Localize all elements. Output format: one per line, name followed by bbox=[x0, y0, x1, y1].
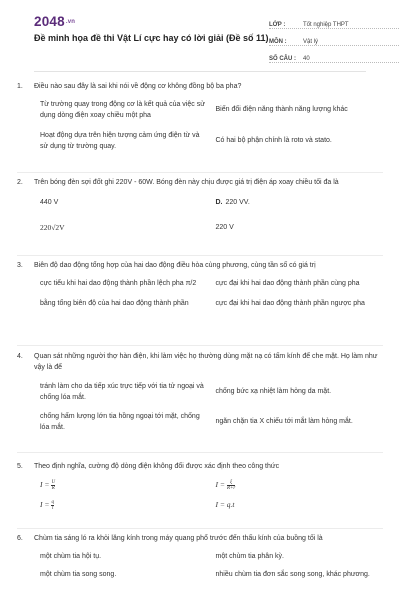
question-3 bbox=[17, 260, 383, 309]
answer-option-d[interactable]: cực đại khi hai dao động thành phần ngược pha bbox=[215, 299, 365, 307]
question-number: 6. bbox=[17, 535, 23, 542]
answer-option-b[interactable]: Biến đổi điện năng thành năng lượng khác bbox=[215, 106, 348, 114]
answer-options bbox=[40, 100, 383, 152]
answer-option-b[interactable]: cực đại khi hai dao động thành phần cùng pha bbox=[215, 280, 360, 287]
question-divider bbox=[17, 172, 383, 173]
option-text: 220 VV. bbox=[225, 199, 250, 206]
question-stem bbox=[17, 533, 383, 544]
answer-options bbox=[40, 279, 383, 309]
answer-option-d[interactable]: nhiều chùm tia đơn sắc song song, khác phương. bbox=[215, 570, 370, 578]
question-2 bbox=[17, 177, 383, 233]
question-1 bbox=[17, 81, 383, 152]
answer-option-a[interactable]: cực tiểu khi hai dao động thành phần lệch pha π/2 bbox=[40, 280, 197, 287]
question-stem bbox=[17, 81, 383, 92]
numerator: U bbox=[51, 480, 56, 485]
answer-option-d[interactable]: I = q.t bbox=[215, 500, 235, 510]
denominator: R+r bbox=[226, 486, 236, 491]
question-stem bbox=[17, 351, 383, 373]
brand-logo[interactable] bbox=[34, 14, 75, 29]
meta-value: Tốt nghiệp THPT bbox=[303, 22, 349, 28]
denominator: R bbox=[51, 486, 55, 491]
answer-option-a[interactable] bbox=[40, 480, 208, 491]
answer-option-b[interactable] bbox=[216, 480, 384, 491]
question-text: Điều nào sau đây là sai khi nói về động cơ không đồng bộ ba pha? bbox=[34, 83, 242, 90]
question-divider bbox=[17, 345, 383, 346]
question-number: 2. bbox=[17, 179, 23, 186]
answer-option-c[interactable] bbox=[40, 500, 208, 511]
answer-options bbox=[40, 552, 383, 580]
meta-key: LỚP : bbox=[269, 22, 286, 28]
answer-option-a[interactable]: Từ trường quay trong động cơ là kết quả của việc sử dụng dòng điện xoay chiều một pha bbox=[40, 101, 205, 119]
numerator: ξ bbox=[230, 480, 233, 485]
brand-name: 2048 bbox=[34, 14, 65, 29]
question-number: 1. bbox=[17, 83, 23, 90]
exam-meta bbox=[269, 14, 400, 65]
question-text: Biên độ dao động tổng hợp của hai dao động điều hòa cùng phương, cùng tần số có giá trị bbox=[34, 262, 316, 269]
answer-option-b[interactable]: một chùm tia phân kỳ. bbox=[215, 553, 284, 560]
answer-option-c[interactable]: một chùm tia song song. bbox=[40, 570, 117, 578]
question-number: 3. bbox=[17, 262, 23, 269]
answer-option-a[interactable]: 440 V bbox=[40, 199, 59, 206]
exam-header bbox=[17, 0, 383, 72]
question-5 bbox=[17, 461, 383, 511]
numerator: q bbox=[51, 500, 54, 505]
question-divider bbox=[17, 452, 383, 453]
answer-option-d[interactable]: 220 V bbox=[215, 223, 234, 231]
question-text: Trên bóng đèn sợi đốt ghi 220V - 60W. Bóng đèn này chịu được giá trị điện áp xoay chiều tối đa là bbox=[34, 179, 339, 186]
answer-options bbox=[40, 480, 383, 511]
denominator: t bbox=[51, 506, 54, 511]
question-text: Quan sát những người thợ hàn điện, khi làm việc họ thường dùng mặt nạ có tấm kính để che mặt. Họ làm như vậy là để bbox=[34, 353, 378, 371]
answer-option-c[interactable]: 220√2V bbox=[40, 222, 65, 232]
meta-row-class bbox=[269, 14, 400, 29]
answer-options bbox=[40, 198, 383, 233]
meta-key: SỐ CÂU : bbox=[269, 56, 296, 62]
answer-option-c[interactable]: chống hấm lượng lớn tia hồng ngoại tới mặt, chống lóa mắt. bbox=[40, 413, 200, 431]
answer-option-c[interactable]: bằng tổng biên độ của hai dao động thành phần bbox=[40, 299, 189, 307]
question-divider bbox=[17, 255, 383, 256]
question-stem bbox=[17, 177, 383, 188]
fraction bbox=[51, 480, 55, 491]
formula-lhs: I = bbox=[40, 500, 50, 510]
question-6 bbox=[17, 533, 383, 580]
question-divider bbox=[17, 528, 383, 529]
meta-row-subject bbox=[269, 31, 400, 46]
question-stem bbox=[17, 461, 383, 472]
answer-option-b[interactable] bbox=[216, 198, 384, 209]
question-number: 5. bbox=[17, 463, 23, 470]
answer-option-d[interactable]: Có hai bộ phận chính là roto và stato. bbox=[215, 137, 332, 145]
answer-option-d[interactable]: ngăn chặn tia X chiếu tới mắt làm hỏng mắt. bbox=[215, 418, 353, 426]
exam-title: Đề minh họa đề thi Vật Lí cực hay có lời giải (Đề số 11) bbox=[34, 33, 269, 43]
formula-lhs: I = bbox=[215, 480, 225, 490]
answer-option-a[interactable]: tránh làm cho da tiếp xúc trực tiếp với tia tử ngoại và chống lóa mắt. bbox=[40, 383, 204, 401]
meta-value: 40 bbox=[303, 56, 310, 62]
question-text: Theo định nghĩa, cường độ dòng điện không đổi được xác định theo công thức bbox=[34, 463, 280, 470]
meta-value: Vật lý bbox=[303, 39, 319, 45]
answer-option-b[interactable]: chống bức xạ nhiệt làm hỏng da mặt. bbox=[215, 388, 332, 396]
question-4 bbox=[17, 351, 383, 433]
question-text: Chùm tia sáng ló ra khỏi lăng kính trong máy quang phổ trước đến thấu kính của buồng tối là bbox=[34, 535, 323, 542]
meta-key: MÔN : bbox=[269, 39, 287, 45]
meta-row-count bbox=[269, 48, 400, 63]
answer-option-c[interactable]: Hoạt động dựa trên hiện tượng cảm ứng điện từ và sử dụng từ trường quay. bbox=[40, 132, 200, 150]
question-number: 4. bbox=[17, 353, 23, 360]
fraction bbox=[51, 500, 54, 511]
option-letter: D. bbox=[215, 199, 223, 206]
brand-suffix: .vn bbox=[65, 19, 76, 26]
formula-lhs: I = bbox=[40, 480, 50, 490]
fraction bbox=[227, 480, 235, 491]
header-divider bbox=[34, 71, 366, 72]
answer-option-a[interactable]: một chùm tia hội tụ. bbox=[40, 553, 102, 560]
answer-options bbox=[40, 382, 383, 433]
question-stem bbox=[17, 260, 383, 271]
